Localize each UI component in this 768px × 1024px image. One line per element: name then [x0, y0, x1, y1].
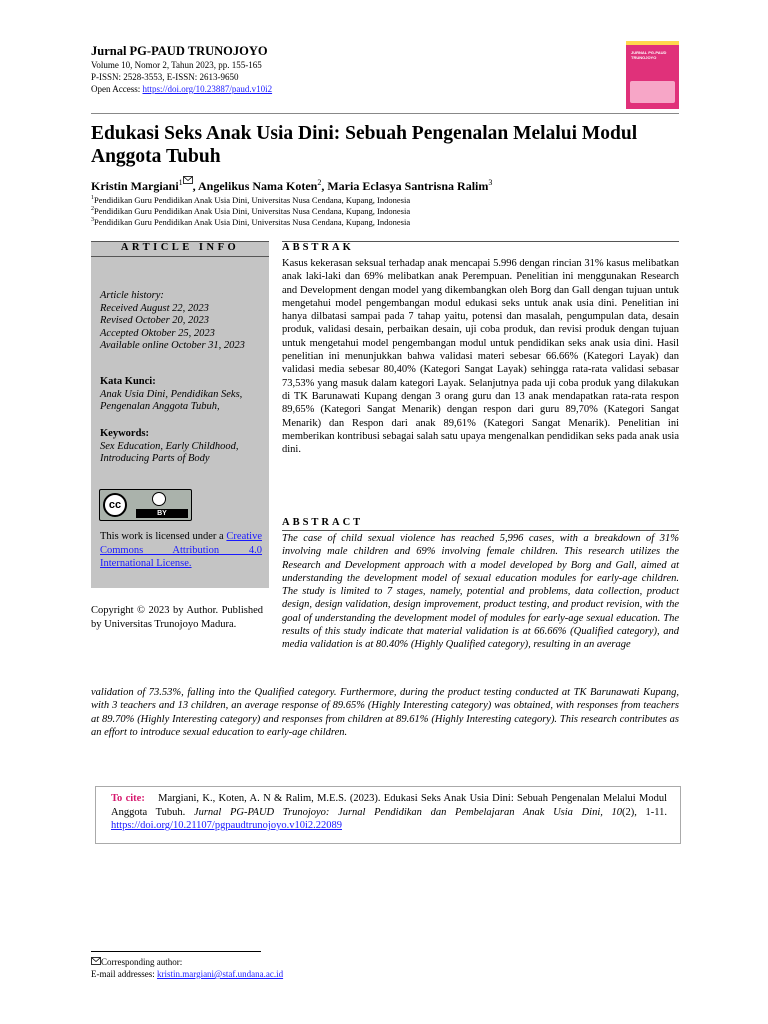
cite-label: To cite: — [111, 793, 145, 804]
journal-volume: Volume 10, Nomor 2, Tahun 2023, pp. 155-165 — [91, 60, 262, 70]
cite-doi-link[interactable]: https://doi.org/10.21107/pgpaudtrunojoyo.v10i2.22089 — [111, 820, 342, 831]
abstrak-heading: ABSTRAK — [282, 242, 354, 253]
affiliation — [91, 215, 410, 228]
kata-kunci-values: Anak Usia Dini, Pendidikan Seks, Pengenalan Anggota Tubuh, — [100, 388, 243, 413]
revised-date: Revised October 20, 2023 — [100, 315, 210, 327]
email-link[interactable]: kristin.margiani@staf.undana.ac.id — [156, 969, 284, 979]
affiliation-text: Pendidikan Guru Pendidikan Anak Usia Dini, Universitas Nusa Cendana, Kupang, Indonesia — [94, 216, 411, 227]
author-sup: 2 — [317, 178, 322, 187]
envelope-icon — [183, 179, 193, 193]
history-label: Article history: — [100, 290, 164, 301]
journal-name: Jurnal PG-PAUD TRUNOJOYO — [91, 44, 268, 58]
abstract-heading: ABSTRACT — [282, 517, 364, 528]
author-separator: , — [192, 179, 199, 193]
abstract-body: The case of child sexual violence has reached 5,996 cases, with a breakdown of 31% involving male children and 69% involving female children. This research utilizes the Research and Development approach with a model developed by Borg and Gall, aimed at understanding the development model of sexual education modules for early-age children. The study is limited to 7 stages, namely, potential and problems, data collection, product design, design validation, design improvement, product testing, and product revision, with the goal of understanding the development model of modules for early-age sexual education. The results of this study indicate that material validation is at 66.66% (Qualified category), and media validation is at 80.40% (Highly Qualified category), resulting in an average — [282, 533, 679, 651]
footnote-rule — [91, 951, 261, 952]
cover-illustration — [630, 81, 675, 103]
affiliation-num: 3 — [91, 217, 94, 223]
license-prefix: This work is licensed under a — [100, 531, 227, 542]
cc-logo-icon: cc — [103, 493, 127, 517]
author-name: Kristin Margiani — [91, 179, 179, 193]
article-title: Edukasi Seks Anak Usia Dini: Sebuah Pengenalan Melalui Modul Anggota Tubuh — [91, 123, 638, 167]
open-access — [91, 83, 272, 95]
abstract-body-continued: validation of 73.53%, falling into the Qualified category. Furthermore, during the product testing conducted at TK Barunawati Kupang, with 3 teachers and 13 children, an average response of 89.65% (Highly Interesting category) was obtained, with responses from teachers at 89.70% (Highly Interesting category) and responses from children at 89.61% (Highly Interesting category). This research contributes as an effort to introduce sexual education to early-age children. — [91, 687, 679, 738]
online-date: Available online October 31, 2023 — [100, 340, 245, 352]
keywords-values: Sex Education, Early Childhood, Introducing Parts of Body — [100, 440, 239, 465]
accepted-date: Accepted Oktober 25, 2023 — [100, 327, 215, 339]
affiliation-num: 2 — [91, 206, 94, 212]
author-sup: 1 — [178, 178, 183, 187]
author-separator: , — [321, 179, 328, 193]
keywords-label: Keywords: — [100, 428, 149, 439]
article-info-heading: ARTICLE INFO — [120, 242, 240, 253]
author-list — [91, 176, 492, 194]
citation-text — [111, 792, 667, 833]
cite-journal: Jurnal PG-PAUD Trunojoyo: Jurnal Pendidikan dan Pembelajaran Anak Usia Dini, 10 — [193, 806, 623, 818]
cover-band — [626, 41, 679, 45]
kata-kunci-label: Kata Kunci: — [100, 376, 156, 387]
affiliation-text: Pendidikan Guru Pendidikan Anak Usia Dini, Universitas Nusa Cendana, Kupang, Indonesia — [94, 205, 411, 216]
copyright-text: Copyright © 2023 by Author. Published by Universitas Trunojoyo Madura. — [91, 605, 263, 630]
license-link[interactable]: Creative Commons Attribution 4.0 International License. — [100, 531, 262, 569]
cc-by-license-icon[interactable] — [99, 489, 192, 521]
attribution-icon — [152, 492, 166, 506]
corresponding-author — [91, 956, 283, 980]
cover-title: JURNAL PG-PAUD TRUNOJOYO — [631, 50, 667, 60]
author-name: Maria Eclasya Santrisna Ralim — [327, 179, 489, 193]
email-line — [91, 968, 283, 980]
envelope-icon — [91, 957, 101, 967]
received-date: Received August 22, 2023 — [100, 302, 209, 314]
journal-issn: P-ISSN: 2528-3553, E-ISSN: 2613-9650 — [91, 72, 239, 82]
author-sup: 3 — [488, 178, 493, 187]
abstract-rule — [282, 530, 679, 531]
corresponding-label: Corresponding author: — [101, 957, 183, 967]
journal-meta — [91, 59, 272, 95]
cite-authors: Margiani, K., Koten, A. N & Ralim, M.E.S. (2023). Edukasi Seks Anak Usia Dini: Sebuah Pengenalan Melalui Modul Anggota Tubuh. — [111, 793, 667, 818]
affiliation-text: Pendidikan Guru Pendidikan Anak Usia Dini, Universitas Nusa Cendana, Kupang, Indonesia — [94, 194, 411, 205]
info-head-rule — [91, 256, 269, 257]
journal-cover-image — [626, 41, 679, 109]
license-text — [100, 530, 262, 571]
by-label: BY — [136, 509, 188, 518]
cite-issue: (2), 1-11. — [622, 806, 668, 818]
email-label: E-mail addresses: — [91, 969, 157, 979]
keywords-block — [100, 428, 262, 466]
article-history — [100, 290, 262, 353]
kata-kunci-block — [100, 376, 262, 414]
header-divider — [91, 113, 679, 114]
corresponding-line — [91, 956, 283, 968]
abstrak-body: Kasus kekerasan seksual terhadap anak mencapai 5.996 dengan rincian 31% kasus melibatkan anak laki-laki dan 69% melibatkan anak Perempuan. Penelitian ini menggunakan Research and Development dengan model yang dikembangkan oleh Borg dan Gall dengan tujuan untuk mengetahui model pengembangan modul edukasi seks untuk anak usia dini. Penelitian ini hanya dilbatasi sampai pada 7 tahap yaitu, potensi dan masalah, pengumpulan data, desain produk, validasi desain, perbaikan desain, uji coba produk, dan revisi produk dengan tujuan untuk mengetahui model pengembangan modul untuk pendidikan seks anak usia dini. Hasil penelitian ini menunjukkan bahwa validasi materi sebesar 66.66% (Kategori Layak) dan validasi media sebesar 80,40% (Kategori Sangat Layak) sehingga rata-rata validasi sebasar 73,53% yang masuk dalam kategori Layak. Selanjutnya pada uji coba produk yang dilakukan di TK Barunawati Kupang dengan 3 orang guru dan 13 anak mendapatkan rata-rata respon 89,65% (Kategori Sangat Menarik) dengan respon dari guru 89,70% (Kategori Sangat Menarik) dan Respon dari anak 89,61% (Kategori Sangat Menarik). Penelitian ini memberikan kontribusi sebagai salah satu upaya mengenalkan pendidikan seks pada anak usia dini. — [282, 258, 679, 456]
author-name: Angelikus Nama Koten — [198, 179, 318, 193]
open-access-label: Open Access: — [91, 84, 143, 94]
open-access-link[interactable]: https://doi.org/10.23887/paud.v10i2 — [142, 84, 273, 94]
affiliation-num: 1 — [91, 195, 94, 201]
